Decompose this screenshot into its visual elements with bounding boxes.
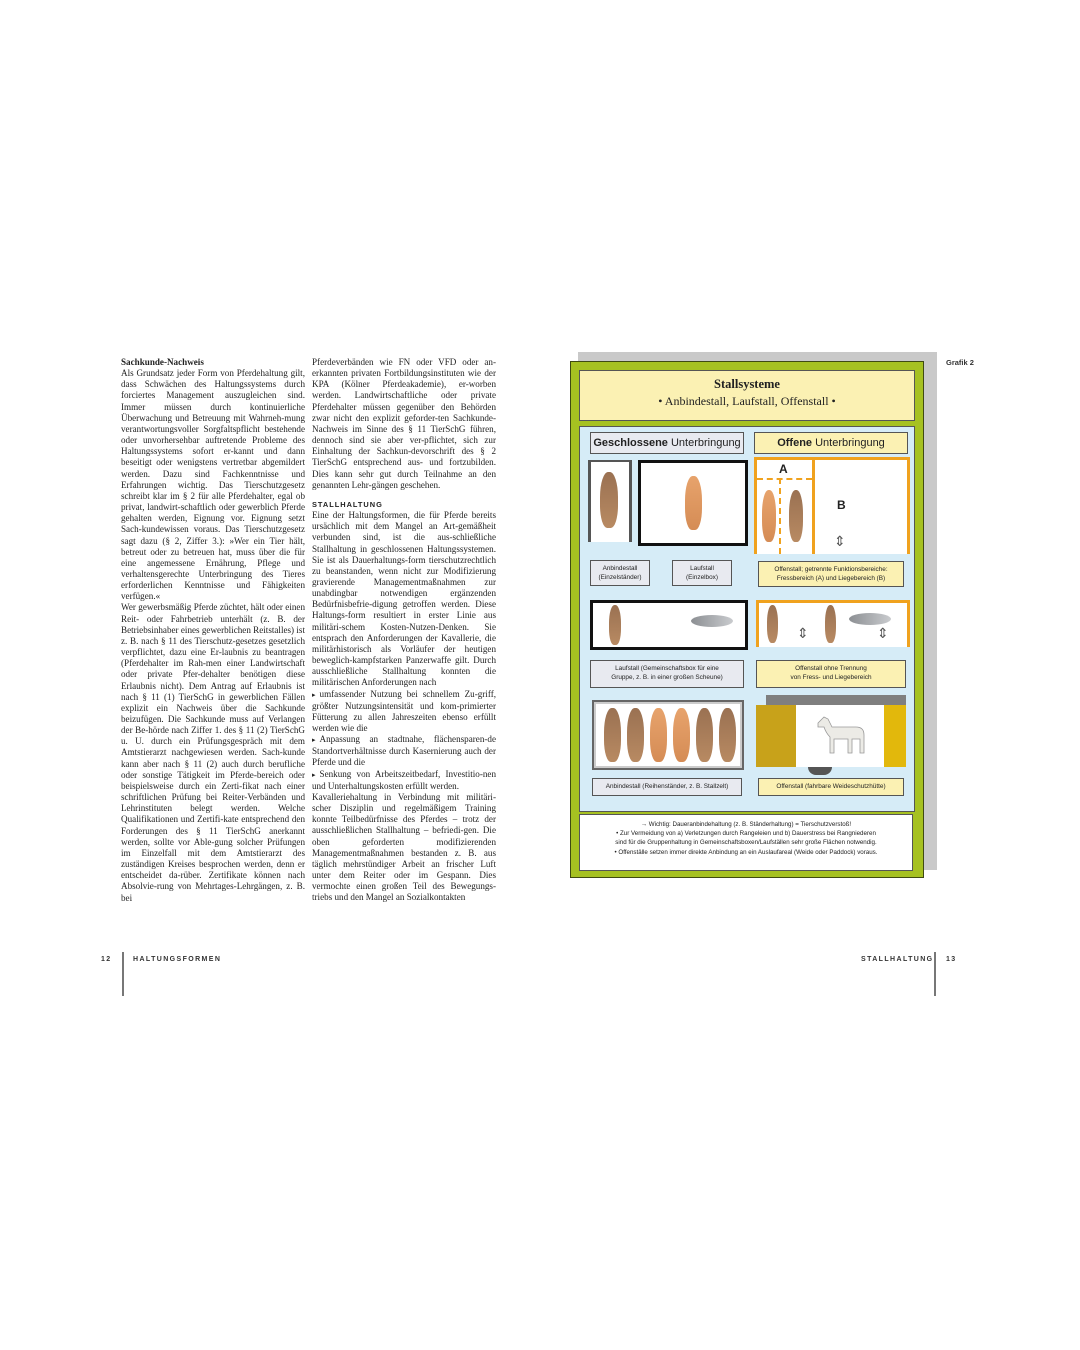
diagram-title-box <box>579 370 915 421</box>
stall-einzelbox <box>638 460 748 546</box>
footer-divider-right <box>934 952 936 996</box>
horse-icon <box>719 708 736 762</box>
horse-icon <box>685 476 702 530</box>
bullet-item: ▸ umfassender Nutzung bei schnellem Zu-griff, größter Nutzungsintensität und kom-primierter Fütterung zu allen Jahreszeiten ebenso erfüllt werden wie die <box>312 689 496 735</box>
stall-einzelstaender <box>588 460 632 542</box>
area-label-a: A <box>779 462 788 476</box>
figure-label: Grafik 2 <box>946 358 974 367</box>
caption-anbindestall-einzel: Anbindestall (Einzelständer) <box>590 560 650 586</box>
double-arrow-icon: ⇕ <box>877 626 889 642</box>
hut-wall <box>884 705 906 767</box>
text-column-2 <box>312 357 496 904</box>
running-head-right: STALLHALTUNG <box>861 956 934 963</box>
section-heading-stallhaltung: STALLHALTUNG <box>312 499 383 509</box>
note-line: → Wichtig: Daueranbindehaltung (z. B. Ständerhaltung) = Tierschutzverstoß! <box>640 821 852 828</box>
stall-offenstall-ohne-trennung <box>756 600 910 647</box>
horse-icon <box>600 472 618 528</box>
divider <box>779 478 781 554</box>
hut-roof <box>766 695 906 705</box>
caption-laufstall-gruppe: Laufstall (Gemeinschaftsbox für eine Gruppe, z. B. in einer großen Scheune) <box>590 660 744 688</box>
horse-icon <box>825 605 836 643</box>
bullet-item: ▸ Anpassung an stadtnahe, flächensparen-de Standortverhältnisse durch Kasernierung auch der Pferde und die <box>312 734 496 768</box>
note-line: sind für die Gruppenhaltung in Gemeinschaftsboxen/Laufställen sehr große Flächen notwendig. <box>615 839 877 847</box>
caption-laufstall-einzel: Laufstall (Einzelbox) <box>672 560 732 586</box>
diagram-notes <box>579 814 913 871</box>
header-geschlossene: Geschlossene Unterbringung <box>590 432 744 454</box>
horse-icon <box>696 708 713 762</box>
caption-offenstall-ohne: Offenstall ohne Trennung von Fress- und Liegebereich <box>756 660 906 688</box>
stall-gemeinschaftsbox <box>590 600 748 650</box>
horse-icon <box>650 708 667 762</box>
stall-reihenstaender <box>592 700 744 770</box>
white-horse-icon <box>812 715 872 757</box>
hut-opening <box>796 705 884 767</box>
hut-wall <box>756 705 796 767</box>
paragraph: Kavalleriehaltung in Verbindung mit militäri-scher Disziplin und regelmäßigem Training konnte Teilbedürfnisse des Pferdes – trotz der ausschließlichen Stallhaltung – befriedi-gen. Die oben geforderten modifizierenden Managementmaßnahmen bestanden z. B. aus täglich mehrstündiger Arbeit an frischer Luft unter dem Reiter oder im Gespann. Dies vermochte einen großen Teil des Bewegungs-triebs und den Mangel an Sozialkontakten <box>312 791 496 903</box>
hut-wheel <box>808 767 832 775</box>
paragraph: Wer gewerbsmäßig Pferde züchtet, hält oder einen Reit- oder Fahrbetrieb unterhält (z. B. der Betriebsinhaber eines gewerblichen Reitstalles) ist z. B. nach § 11 des Tierschutz-gesetzes gesetzlich verpflichtet, dazu eine Er-laubnis zu beantragen (Pferdehalter im Rah-men einer Landwirtschaft oder private Pfer-dehalter benötigen diese Erlaubnis nicht). Dem Antrag auf Erlaubnis ist nach § 11 (1) TierSchG in gewerblichen Fällen explizit ein Nachweis über die Sachkunde beizufügen. Die Sachkunde muss auf Verlangen der Be-hörde nach Ziffer 1. des § 11 (2) TierSchG u. U. durch ein Prüfungsgespräch mit dem Amtstierarzt nachgewiesen werden. Sach-kunde kann aber nach § 11 (2) auch durch berufliche oder sonstige Tätigkeit im Pferde-bereich oder beispielsweise durch ein Zerti-fikat nach einer schriftlichen Prüfung bei Reiter-Verbänden und Lehrinstituten belegt werden. Welche Qualifikationen und Zertifi-kate entsprechend den Forderungen des § 11 TierSchG anerkannt werden, sollte vor Able-gung solcher Prüfungen im Einzelfall mit dem Amtstierarzt des zuständigen Kreises besprochen werden, denn er entscheidet da-rüber. Zertifikate können nach Absolvie-rung von Mehrtages-Lehrgängen, z. B. bei <box>121 602 305 903</box>
note-line: • Offenställe setzen immer direkte Anbindung an ein Auslaufareal (Weide oder Paddock) voraus. <box>614 848 878 856</box>
note-line: • Zur Vermeidung von a) Verletzungen durch Rangeleien und b) Dauerstress bei Rangniederen <box>616 830 876 838</box>
weideschutzhuette <box>756 695 908 775</box>
lying-horse-icon <box>849 613 891 625</box>
divider <box>812 460 815 554</box>
section-heading-sachkunde: Sachkunde-Nachweis <box>121 357 204 367</box>
horse-icon <box>604 708 621 762</box>
stallsysteme-diagram <box>570 361 924 878</box>
text-column-1 <box>121 357 305 904</box>
caption-offenstall-getrennt: Offenstall; getrennte Funktionsbereiche: Fressbereich (A) und Liegebereich (B) <box>758 561 904 587</box>
page-number-left: 12 <box>101 956 112 963</box>
horse-icon <box>609 605 621 645</box>
diagram-title: Stallsysteme <box>714 377 780 391</box>
double-arrow-icon: ⇕ <box>834 534 846 550</box>
horse-icon <box>627 708 644 762</box>
caption-offenstall-fahrbar: Offenstall (fahrbare Weideschutzhütte) <box>758 778 904 796</box>
paragraph: Eine der Haltungsformen, die für Pferde bereits ursächlich mit dem Mangel an Art-gemäßheit verbunden sind, ist die aus-schließliche Stallhaltung in geschlossenen Haltungssystemen. Sie ist als Dauerhaltungs-form tierschutzrechtlich zu beanstanden, wenn nicht zur Modifizierung gravierende Managementmaßnahmen zur unabdingbar notwendigen ergänzenden Bedürfnisbefrie-digung getroffen werden. Diese Haltungs-form resultiert in erster Linie aus militäri-schem Kosten-Nutzen-Denken. Sie entsprach den Anforderungen der Kavallerie, die militärhistorisch als Vorläufer der heutigen beweglich-kampfstarken Panzerwaffe gilt. Durch ausschließliche Stallhaltung konnten die militärischen Anforderungen nach <box>312 510 496 688</box>
double-arrow-icon: ⇕ <box>797 626 809 642</box>
diagram-subtitle: • Anbindestall, Laufstall, Offenstall • <box>658 394 836 408</box>
header-offene: Offene Unterbringung <box>754 432 908 454</box>
paragraph: Pferdeverbänden wie FN oder VFD oder an-erkannten privaten Fortbildungsinstituten wie der KPA (Kölner Pferdeakademie), er-worben werden. Landwirtschaftliche oder private Pferdehalter müssen gegenüber den Behörden zwar nicht den explizit geforder-ten Sachkunde-Nachweis im Sinne des § 11 TierSchG führen, dennoch sind sie aber ver-pflichtet, sich zur Einhaltung der Sachkun-devorschrift des § 2 TierSchG entsprechend aus- und fortzubilden. Dies kann sehr gut durch Teilnahme an den genannten Lehr-gängen geschehen. <box>312 357 496 490</box>
bullet-item: ▸ Senkung von Arbeitszeitbedarf, Investitio-nen und Unterhaltungskosten erfüllt werden. <box>312 769 496 792</box>
caption-anbindestall-reihe: Anbindestall (Reihenständer, z. B. Stallzelt) <box>592 778 742 796</box>
horse-icon <box>673 708 690 762</box>
footer-divider-left <box>122 952 124 996</box>
page-number-right: 13 <box>946 956 957 963</box>
stall-offenstall-getrennt <box>754 457 910 554</box>
paragraph: Als Grundsatz jeder Form von Pferdehaltung gilt, dass Schwächen des Haltungssystems durch forciertes Management auszugleichen sind. Immer müssen durch kontinuierliche Überwachung und Betreuung mit Wahrneh-mung verantwortungsvoller Sorgfaltspflicht bestehende oder unvorhersehbar auftretende Probleme des Haltungssystems sofort er-kannt und dann beseitigt oder wenigstens vertretbar abgemildert werden. Dazu sind Fachkenntnisse und Erfahrungen wichtig. Das Tierschutzgesetz schreibt klar im § 2 für alle Pferdehalter, egal ob privat, landwirt-schaftlich oder gewerblich Pferde gehalten werden, Eignung vor. Eignung setzt Sach-kundewissen voraus. Das Tierschutzgesetz sagt dazu (§ 2, Ziffer 3.): »Wer ein Tier hält, betreut oder zu betreuen hat, muss über die für eine angemessene Ernährung, Pflege und verhaltensgerechte Unterbringung des Tieres erforderlichen Kenntnisse und Fähigkeiten verfügen.« <box>121 368 305 602</box>
horse-icon <box>767 605 778 643</box>
diagram-panel <box>579 426 915 812</box>
area-label-b: B <box>837 498 846 512</box>
divider <box>757 478 812 480</box>
horse-icon <box>789 490 803 542</box>
horse-icon <box>762 490 776 542</box>
lying-horse-icon <box>691 615 733 627</box>
running-head-left: HALTUNGSFORMEN <box>133 956 222 963</box>
